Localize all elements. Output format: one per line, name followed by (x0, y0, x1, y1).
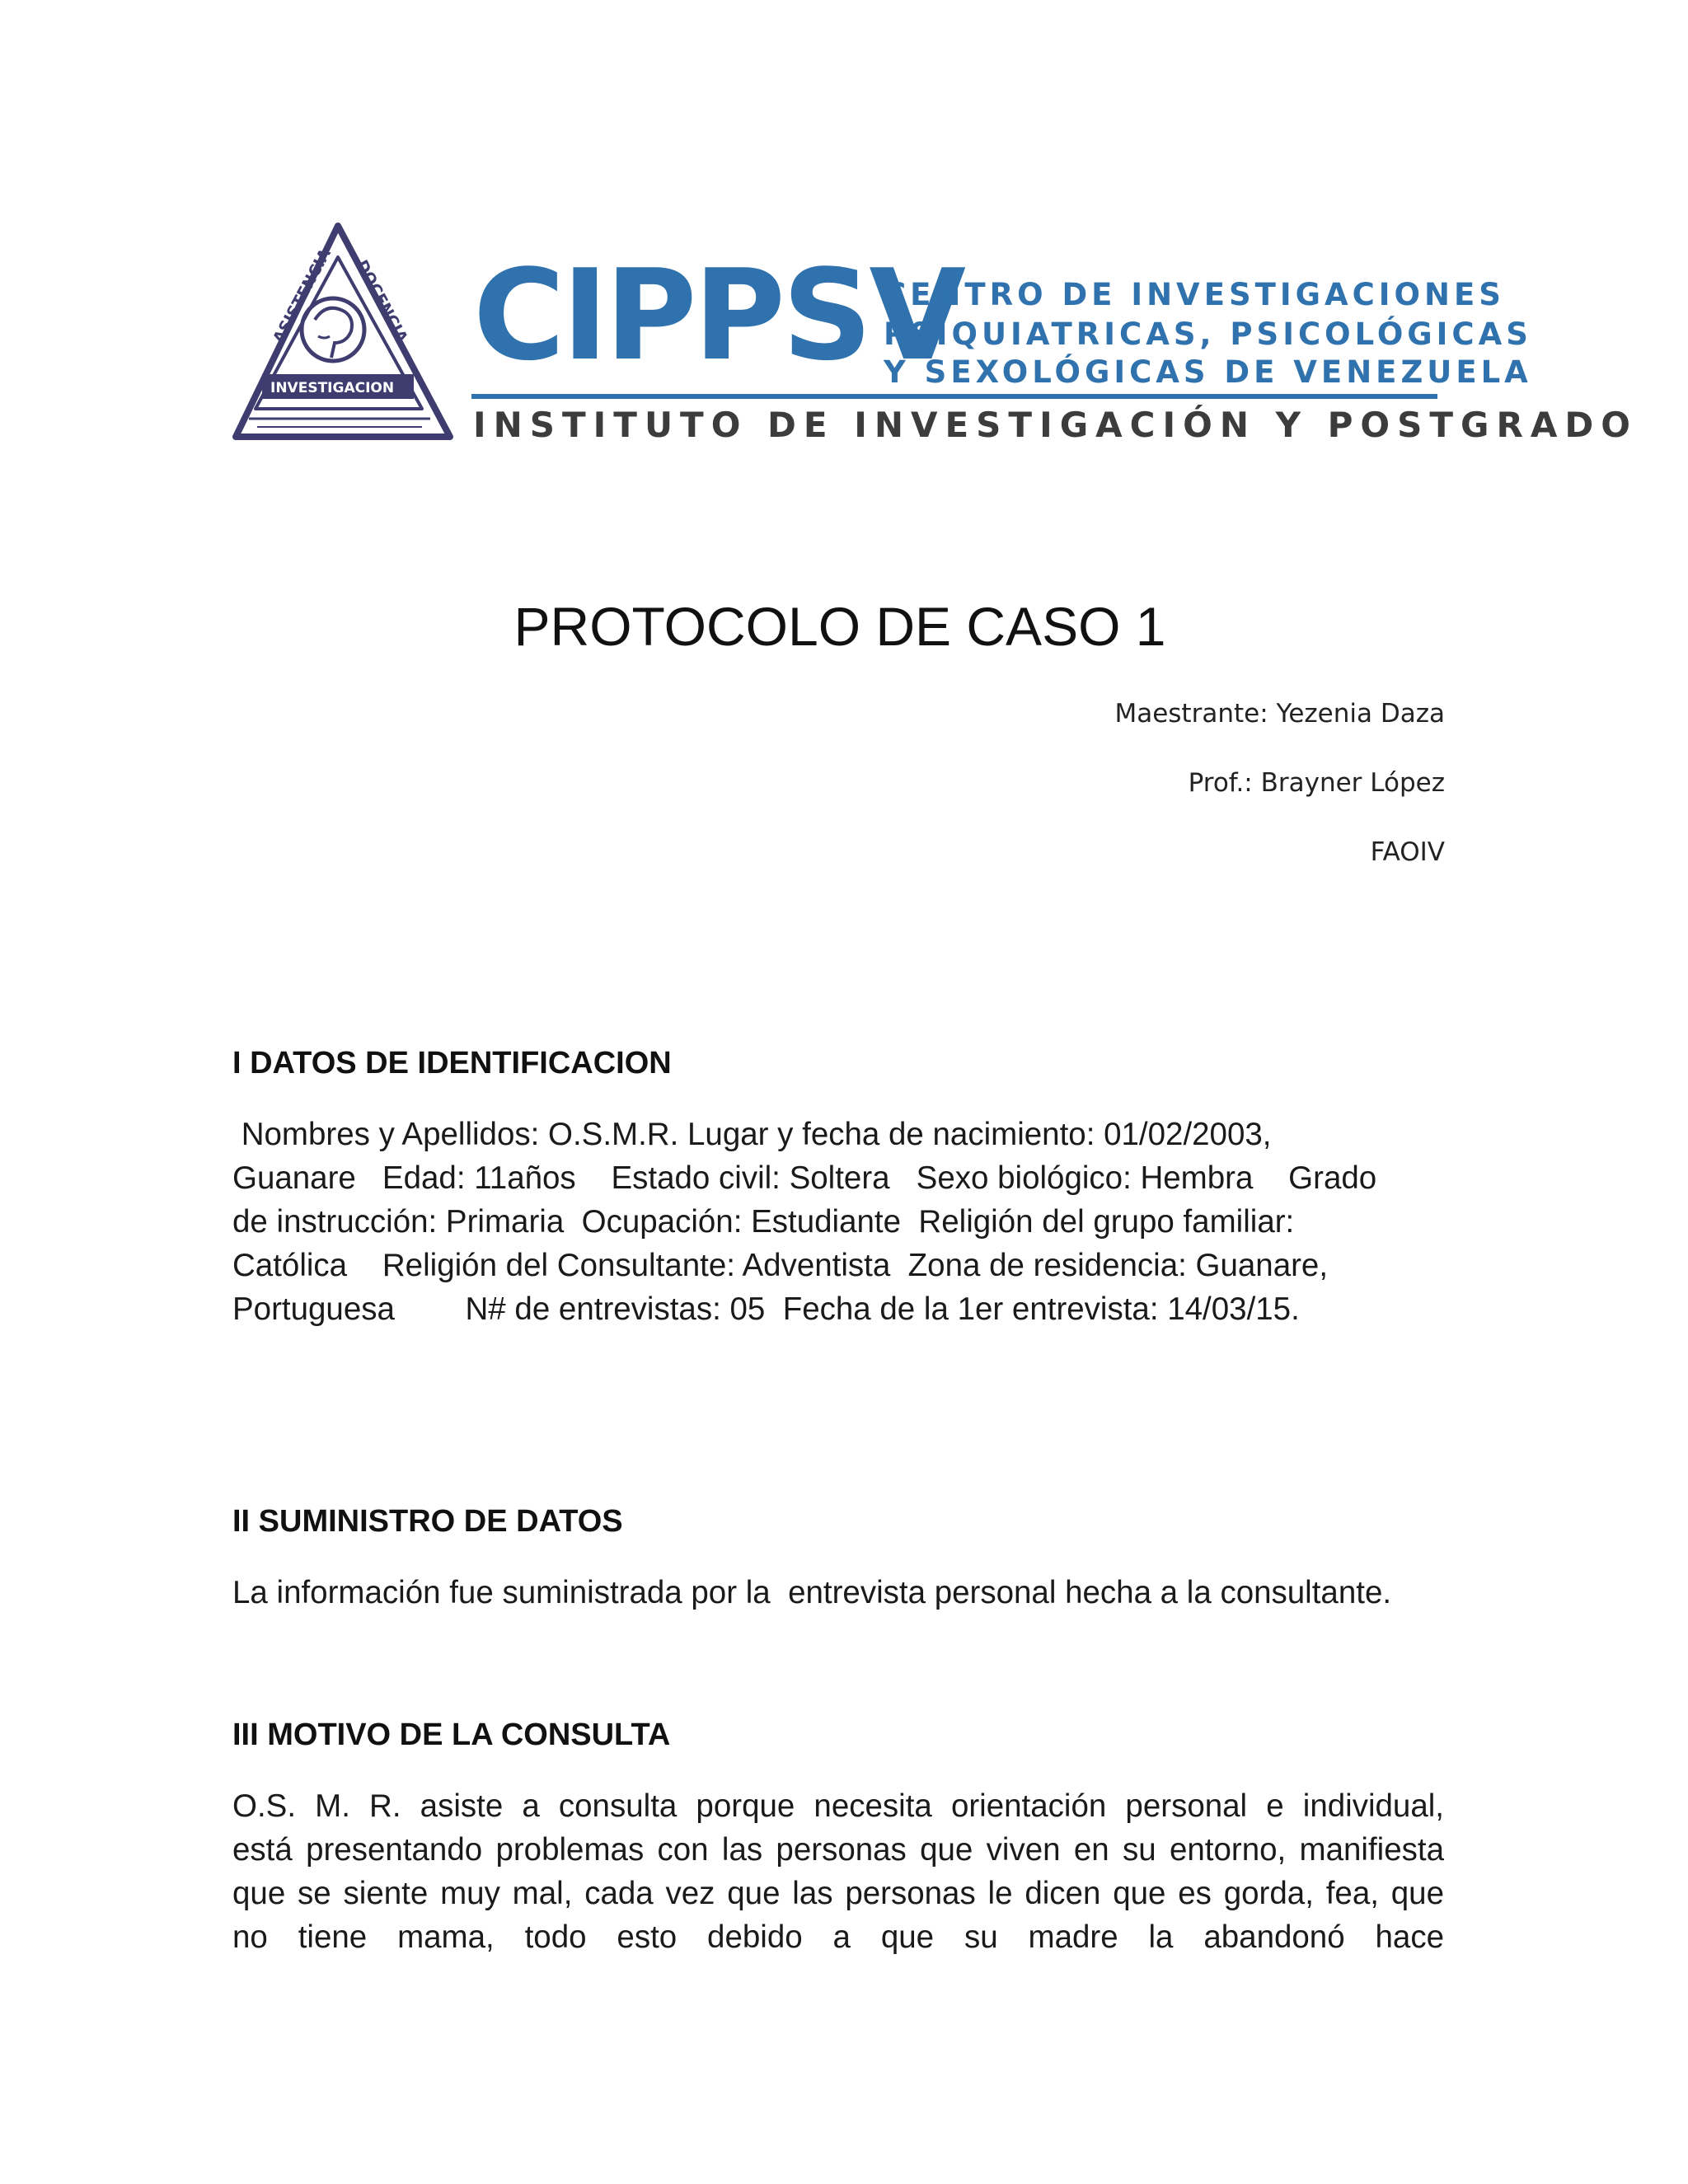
author-student: Maestrante: Yezenia Daza (1114, 699, 1445, 729)
body-line: Guanare Edad: 11años Estado civil: Soltera Sexo biológico: Hembra Grado (232, 1160, 1377, 1196)
seal-word-bottom: INVESTIGACION (270, 380, 395, 396)
logo-name-line-3: Y SEXOLÓGICAS DE VENEZUELA (884, 354, 1532, 390)
seal-word-left: ASISTENCIA (269, 246, 335, 347)
body-line: Portuguesa N# de entrevistas: 05 Fecha de la 1er entrevista: 14/03/15. (232, 1291, 1300, 1327)
body-line: que se siente muy mal, cada vez que las personas le dicen que es gorda, fea, que (232, 1876, 1444, 1911)
section-heading-suministro: II SUMINISTRO DE DATOS (232, 1504, 623, 1539)
section-body-motivo (232, 1784, 1444, 1959)
author-professor: Prof.: Brayner López (1188, 768, 1445, 798)
logo-name-line-1: CENTRO DE INVESTIGACIONES (884, 277, 1505, 312)
logo-acronym: CIPPSV (473, 242, 964, 388)
body-line: está presentando problemas con las personas que viven en su entorno, manifiesta (232, 1832, 1444, 1868)
section-body-identificacion (232, 1113, 1444, 1331)
body-line: Nombres y Apellidos: O.S.M.R. Lugar y fecha de nacimiento: 01/02/2003, (232, 1117, 1272, 1152)
logo-name-line-2: PSIQUIATRICAS, PSICOLÓGICAS (884, 316, 1532, 352)
body-line: O.S. M. R. asiste a consulta porque necesita orientación personal e individual, (232, 1788, 1444, 1824)
institution-logo (232, 221, 1638, 448)
body-line: La información fue suministrada por la entrevista personal hecha a la consultante. (232, 1575, 1392, 1610)
body-line: no tiene mama, todo esto debido a que su madre la abandonó hace (232, 1919, 1444, 1955)
section-heading-identificacion: I DATOS DE IDENTIFICACION (232, 1046, 672, 1080)
seal-word-right: DOCENCIA (352, 257, 411, 346)
section-heading-motivo: III MOTIVO DE LA CONSULTA (232, 1718, 671, 1752)
document-title (0, 595, 1688, 658)
body-line: de instrucción: Primaria Ocupación: Estudiante Religión del grupo familiar: (232, 1204, 1295, 1240)
body-line: Católica Religión del Consultante: Adventista Zona de residencia: Guanare, (232, 1248, 1329, 1283)
logo-institute: INSTITUTO DE INVESTIGACIÓN Y POSTGRADO (473, 405, 1638, 445)
author-group: FAOIV (1370, 837, 1445, 867)
document-title-text: PROTOCOLO DE CASO 1 (513, 596, 1166, 657)
triangle-seal-icon (232, 221, 455, 448)
logo-divider (471, 394, 1437, 399)
section-body-suministro (232, 1571, 1444, 1615)
